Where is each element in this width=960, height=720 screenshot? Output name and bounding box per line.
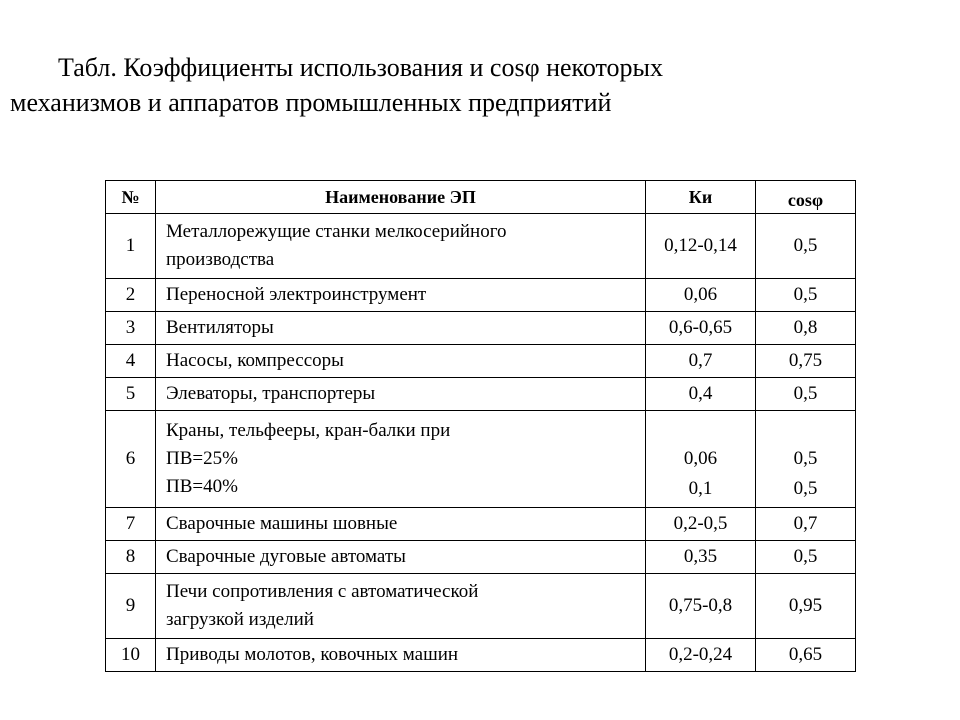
row-ki — [646, 411, 756, 508]
row-cos: 0,65 — [756, 639, 856, 672]
row-num: 3 — [106, 312, 156, 345]
row-num: 8 — [106, 541, 156, 574]
row-name-line: ПВ=40% — [166, 476, 238, 497]
row-ki: 0,06 — [646, 279, 756, 312]
row-ki: 0,2-0,5 — [646, 508, 756, 541]
row-name: Приводы молотов, ковочных машин — [156, 639, 646, 672]
row-ki: 0,2-0,24 — [646, 639, 756, 672]
row-cos: 0,5 — [756, 541, 856, 574]
table-row — [106, 345, 856, 378]
row-ki: 0,7 — [646, 345, 756, 378]
table-row — [106, 508, 856, 541]
row-cos: 0,7 — [756, 508, 856, 541]
header-ki: Ки — [646, 181, 756, 214]
table-row — [106, 214, 856, 279]
header-cos: cosφ — [756, 181, 856, 214]
row-name-line: производства — [166, 249, 275, 270]
caption-line-1-text: Табл. Коэффициенты использования и cosφ некоторых — [58, 53, 663, 82]
row-cos: 0,95 — [756, 574, 856, 639]
row-num: 1 — [106, 214, 156, 279]
row-name-line: ПВ=25% — [166, 448, 238, 469]
row-cos-line: 0,5 — [793, 478, 818, 499]
table-row — [106, 574, 856, 639]
row-cos: 0,5 — [756, 378, 856, 411]
row-name-line: Печи сопротивления с автоматической — [166, 581, 479, 602]
row-num: 10 — [106, 639, 156, 672]
row-cos: 0,5 — [756, 279, 856, 312]
table-row — [106, 639, 856, 672]
row-name: Сварочные машины шовные — [156, 508, 646, 541]
row-name — [156, 214, 646, 279]
row-ki-line: 0,06 — [683, 448, 718, 469]
caption-line-2: механизмов и аппаратов промышленных предприятий — [10, 88, 612, 117]
row-name: Элеваторы, транспортеры — [156, 378, 646, 411]
row-cos: 0,75 — [756, 345, 856, 378]
row-num: 2 — [106, 279, 156, 312]
table-caption — [10, 50, 940, 120]
row-ki-values — [646, 414, 755, 504]
row-ki-line: 0,1 — [688, 478, 713, 499]
table-row — [106, 541, 856, 574]
header-num: № — [106, 181, 156, 214]
row-ki: 0,35 — [646, 541, 756, 574]
row-name-line: Краны, тельфееры, кран-балки при — [166, 420, 451, 441]
row-name: Переносной электроинструмент — [156, 279, 646, 312]
row-num: 7 — [106, 508, 156, 541]
header-row — [106, 181, 856, 214]
row-num: 9 — [106, 574, 156, 639]
row-ki: 0,12-0,14 — [646, 214, 756, 279]
row-ki: 0,6-0,65 — [646, 312, 756, 345]
row-name — [156, 411, 646, 508]
table-row — [106, 312, 856, 345]
row-cos — [756, 411, 856, 508]
row-ki: 0,75-0,8 — [646, 574, 756, 639]
coefficients-table — [105, 180, 856, 672]
row-name-line: Металлорежущие станки мелкосерийного — [166, 221, 507, 242]
row-name: Сварочные дуговые автоматы — [156, 541, 646, 574]
row-num: 5 — [106, 378, 156, 411]
row-cos-values — [756, 414, 855, 504]
caption-line-1 — [10, 50, 940, 85]
row-name: Насосы, компрессоры — [156, 345, 646, 378]
row-ki: 0,4 — [646, 378, 756, 411]
row-name-line: загрузкой изделий — [166, 609, 314, 630]
table-row — [106, 378, 856, 411]
table-row — [106, 411, 856, 508]
row-name: Вентиляторы — [156, 312, 646, 345]
row-cos: 0,8 — [756, 312, 856, 345]
table-row — [106, 279, 856, 312]
row-name — [156, 574, 646, 639]
row-cos: 0,5 — [756, 214, 856, 279]
row-num: 4 — [106, 345, 156, 378]
row-num: 6 — [106, 411, 156, 508]
row-cos-line: 0,5 — [793, 448, 818, 469]
header-name: Наименование ЭП — [156, 181, 646, 214]
